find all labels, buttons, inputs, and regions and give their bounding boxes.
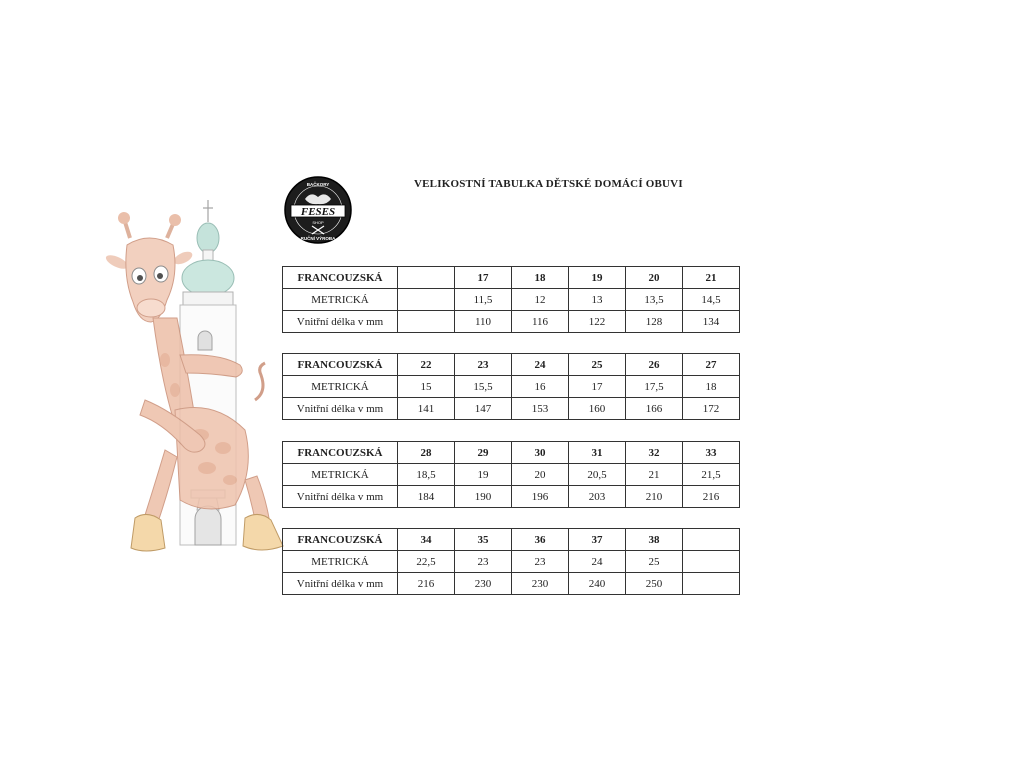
table-cell: 134 — [683, 311, 740, 333]
table-cell: 172 — [683, 398, 740, 420]
table-cell: 184 — [398, 486, 455, 508]
table-row-metric — [283, 376, 740, 398]
logo-sub-text: SHOP — [312, 220, 324, 225]
table-row-metric — [283, 551, 740, 573]
row-label: Vnitřní délka v mm — [283, 573, 398, 595]
table-cell: 21 — [683, 267, 740, 289]
table-row-inner-length — [283, 486, 740, 508]
row-label: Vnitřní délka v mm — [283, 486, 398, 508]
table-cell: 22 — [398, 354, 455, 376]
table-cell: 34 — [398, 529, 455, 551]
table-cell: 166 — [626, 398, 683, 420]
row-label: FRANCOUZSKÁ — [283, 267, 398, 289]
size-table — [282, 353, 740, 420]
table-cell: 153 — [512, 398, 569, 420]
table-cell: 13 — [569, 289, 626, 311]
table-row-french — [283, 529, 740, 551]
table-cell: 196 — [512, 486, 569, 508]
page-title: VELIKOSTNÍ TABULKA DĚTSKÉ DOMÁCÍ OBUVI — [414, 178, 683, 190]
table-cell: 23 — [455, 354, 512, 376]
table-row-french — [283, 442, 740, 464]
table-row-inner-length — [283, 311, 740, 333]
table-cell: 190 — [455, 486, 512, 508]
table-cell: 27 — [683, 354, 740, 376]
table-cell: 30 — [512, 442, 569, 464]
row-label: Vnitřní délka v mm — [283, 398, 398, 420]
table-cell: 230 — [512, 573, 569, 595]
row-label: METRICKÁ — [283, 551, 398, 573]
table-cell: 15,5 — [455, 376, 512, 398]
table-row-inner-length — [283, 398, 740, 420]
table-cell: 20,5 — [569, 464, 626, 486]
table-cell: 35 — [455, 529, 512, 551]
size-table — [282, 266, 740, 333]
table-cell — [683, 573, 740, 595]
table-cell: 25 — [626, 551, 683, 573]
table-cell: 22,5 — [398, 551, 455, 573]
table-cell: 160 — [569, 398, 626, 420]
table-cell: 25 — [569, 354, 626, 376]
row-label: FRANCOUZSKÁ — [283, 529, 398, 551]
table-cell: 116 — [512, 311, 569, 333]
table-cell: 18 — [512, 267, 569, 289]
table-cell: 203 — [569, 486, 626, 508]
table-cell: 13,5 — [626, 289, 683, 311]
table-cell: 141 — [398, 398, 455, 420]
size-table — [282, 528, 740, 595]
table-cell: 33 — [683, 442, 740, 464]
table-cell: 19 — [455, 464, 512, 486]
logo-bottom-text: RUČNÍ VÝROBA — [300, 236, 336, 241]
table-cell: 24 — [569, 551, 626, 573]
giraffe-tower-illustration — [105, 200, 285, 570]
table-cell: 210 — [626, 486, 683, 508]
table-cell: 31 — [569, 442, 626, 464]
table-cell: 23 — [455, 551, 512, 573]
table-cell: 20 — [512, 464, 569, 486]
table-row-metric — [283, 289, 740, 311]
table-row-french — [283, 354, 740, 376]
table-cell: 20 — [626, 267, 683, 289]
table-cell — [683, 551, 740, 573]
logo-brand: FESES — [300, 206, 336, 218]
table-cell: 128 — [626, 311, 683, 333]
table-cell: 216 — [398, 573, 455, 595]
table-cell: 16 — [512, 376, 569, 398]
table-cell — [398, 267, 455, 289]
table-cell: 36 — [512, 529, 569, 551]
table-row-metric — [283, 464, 740, 486]
row-label: METRICKÁ — [283, 289, 398, 311]
table-cell: 29 — [455, 442, 512, 464]
table-cell: 18,5 — [398, 464, 455, 486]
row-label: Vnitřní délka v mm — [283, 311, 398, 333]
table-cell: 147 — [455, 398, 512, 420]
table-cell: 250 — [626, 573, 683, 595]
table-cell: 23 — [512, 551, 569, 573]
size-table — [282, 441, 740, 508]
table-cell: 110 — [455, 311, 512, 333]
table-cell: 17 — [455, 267, 512, 289]
table-cell: 18 — [683, 376, 740, 398]
table-cell — [398, 311, 455, 333]
table-cell: 240 — [569, 573, 626, 595]
table-cell: 28 — [398, 442, 455, 464]
row-label: FRANCOUZSKÁ — [283, 442, 398, 464]
row-label: METRICKÁ — [283, 464, 398, 486]
table-cell: 26 — [626, 354, 683, 376]
table-cell: 216 — [683, 486, 740, 508]
feses-shop-logo — [283, 175, 353, 245]
table-cell: 15 — [398, 376, 455, 398]
row-label: FRANCOUZSKÁ — [283, 354, 398, 376]
table-cell: 21,5 — [683, 464, 740, 486]
table-cell: 17 — [569, 376, 626, 398]
table-cell: 11,5 — [455, 289, 512, 311]
table-cell — [683, 529, 740, 551]
table-cell: 21 — [626, 464, 683, 486]
logo-top-text: BAČKORY — [306, 182, 330, 187]
table-cell — [398, 289, 455, 311]
table-cell: 230 — [455, 573, 512, 595]
table-cell: 14,5 — [683, 289, 740, 311]
table-cell: 32 — [626, 442, 683, 464]
row-label: METRICKÁ — [283, 376, 398, 398]
table-cell: 12 — [512, 289, 569, 311]
table-cell: 24 — [512, 354, 569, 376]
table-cell: 19 — [569, 267, 626, 289]
table-cell: 38 — [626, 529, 683, 551]
table-cell: 122 — [569, 311, 626, 333]
table-row-inner-length — [283, 573, 740, 595]
table-cell: 37 — [569, 529, 626, 551]
table-row-french — [283, 267, 740, 289]
table-cell: 17,5 — [626, 376, 683, 398]
